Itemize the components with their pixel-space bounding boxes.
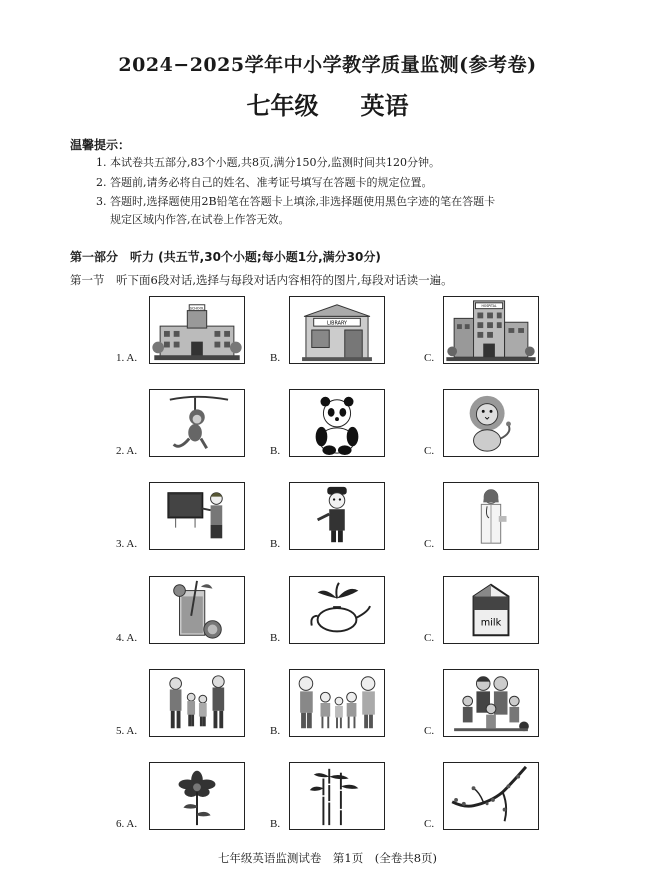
notice-item: 1. 本试卷共五部分,83个小题,共8页,满分150分,监测时间共120分钟。 [96,156,440,169]
teacher-picture [149,482,245,550]
family-of-five-picture [289,669,385,737]
juice-picture [149,576,245,644]
option-letter: B. [270,538,281,550]
part-heading: 第一部分 听力 (共五节,30个小题;每小题1分,满分30分) [70,250,381,264]
library-picture [289,296,385,364]
plum-blossom-picture [443,762,539,830]
notice-item: 规定区域内作答,在试卷上作答无效。 [110,213,290,226]
tea-picture [289,576,385,644]
hospital-sign-text: HOSPITAL [481,304,497,309]
section-heading: 第一节 听下面6段对话,选择与每段对话内容相符的图片,每段对话读一遍。 [70,273,453,287]
option-letter: C. [424,445,435,457]
monkey-picture [149,389,245,457]
option-letter: B. [270,632,281,644]
flower-picture [149,762,245,830]
family-of-four-picture [149,669,245,737]
school-picture [149,296,245,364]
option-letter: C. [424,725,435,737]
panda-picture [289,389,385,457]
question-number: 3. A. [116,538,138,550]
police-officer-picture [289,482,385,550]
bamboo-picture [289,762,385,830]
milk-carton-text: milk [480,617,502,629]
notice-item: 2. 答题前,请务必将自己的姓名、准考证号填写在答题卡的规定位置。 [96,176,433,189]
option-letter: C. [424,818,435,830]
hospital-picture [443,296,539,364]
doctor-picture [443,482,539,550]
library-sign-text: LIBRARY [327,320,347,327]
question-number: 6. A. [116,818,138,830]
question-number: 4. A. [116,632,138,644]
question-number: 1. A. [116,352,138,364]
grade-label: 七年级 [246,91,319,120]
option-letter: B. [270,725,281,737]
notice-heading: 温馨提示： [70,138,131,152]
question-number: 2. A. [116,445,138,457]
page-footer: 七年级英语监测试卷 第1页 (全卷共8页) [217,851,438,865]
question-number: 5. A. [116,725,138,737]
notice-item: 3. 答题时,选择题使用2B铅笔在答题卡上填涂,非选择题使用黑色字迹的笔在答题卡 [96,195,496,208]
option-letter: C. [424,352,435,364]
option-letter: B. [270,445,281,457]
exam-subtitle [0,86,655,121]
big-family-picture [443,669,539,737]
milk-picture [443,576,539,644]
option-letter: C. [424,538,435,550]
exam-title: 2024−2025学年中小学教学质量监测(参考卷) [118,54,537,76]
option-letter: C. [424,632,435,644]
subject-label: 英语 [360,91,409,120]
option-letter: B. [270,352,281,364]
school-sign-text: SCHOOL [189,306,205,311]
lion-picture [443,389,539,457]
option-letter: B. [270,818,281,830]
